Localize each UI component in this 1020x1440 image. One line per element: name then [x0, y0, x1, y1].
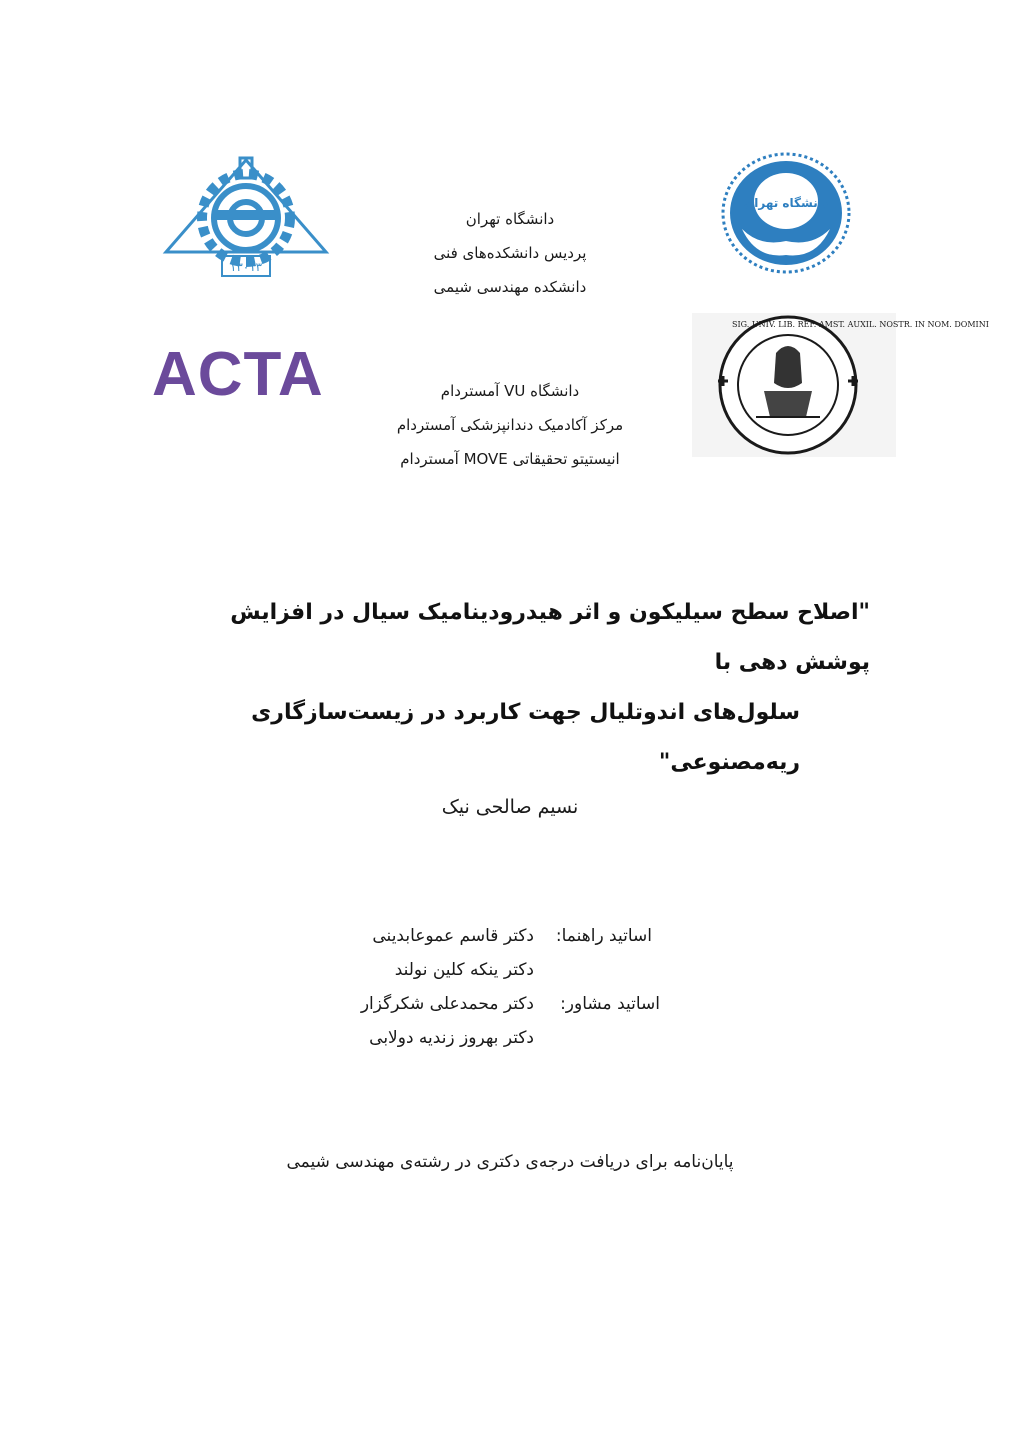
consultant-2-name: دکتر بهروز زندیه دولابی — [369, 1028, 534, 1048]
vu-seal-text: SIG. UNIV. LIB. REF. AMST. AUXIL. NOSTR. IN NOM. DOMINI — [732, 320, 989, 329]
consultants-label: اساتید مشاور: — [560, 994, 660, 1014]
engineering-campus-name: پردیس دانشکده‌های فنی — [433, 244, 587, 262]
thesis-title-line2: سلول‌های اندوتلیال جهت کاربرد در زیست‌سازگاری ریه‌مصنوعی" — [251, 700, 800, 775]
chemical-engineering-school-name: دانشکده مهندسی شیمی — [433, 278, 587, 296]
thesis-degree-statement: پایان‌نامه برای دریافت درجه‌ی دکتری در رشته‌ی مهندسی شیمی — [286, 1152, 734, 1172]
vu-university-name: دانشگاه VU آمستردام — [440, 382, 580, 400]
supervisor-1-name: دکتر قاسم عموعابدینی — [372, 926, 534, 946]
supervisor-2-name: دکتر ینکه کلین نولند — [394, 960, 534, 980]
tehran-university-name: دانشگاه تهران — [465, 210, 555, 228]
amsterdam-institutions — [0, 374, 1020, 476]
thesis-title-line1: "اصلاح سطح سیلیکون و اثر هیدرودینامیک سیال در افزایش پوشش دهی با — [230, 600, 870, 675]
author-name: نسیم صالحی نیک — [441, 796, 579, 818]
acta-center-name: مرکز آکادمیک دندانپزشکی آمستردام — [396, 416, 624, 434]
tehran-seal-text: دانشگاه تهران — [744, 196, 828, 210]
supervisors-label: اساتید راهنما: — [555, 926, 652, 946]
thesis-title — [150, 588, 870, 788]
move-institute-name: انیستیتو تحقیقاتی MOVE آمستردام — [400, 450, 620, 468]
engineering-year-text: ۱۳۰۱۳ — [229, 260, 263, 274]
consultant-1-name: دکتر محمدعلی شکرگزار — [360, 994, 534, 1014]
tehran-institutions — [0, 202, 1020, 304]
acta-logo-text: ACTA — [152, 340, 324, 409]
